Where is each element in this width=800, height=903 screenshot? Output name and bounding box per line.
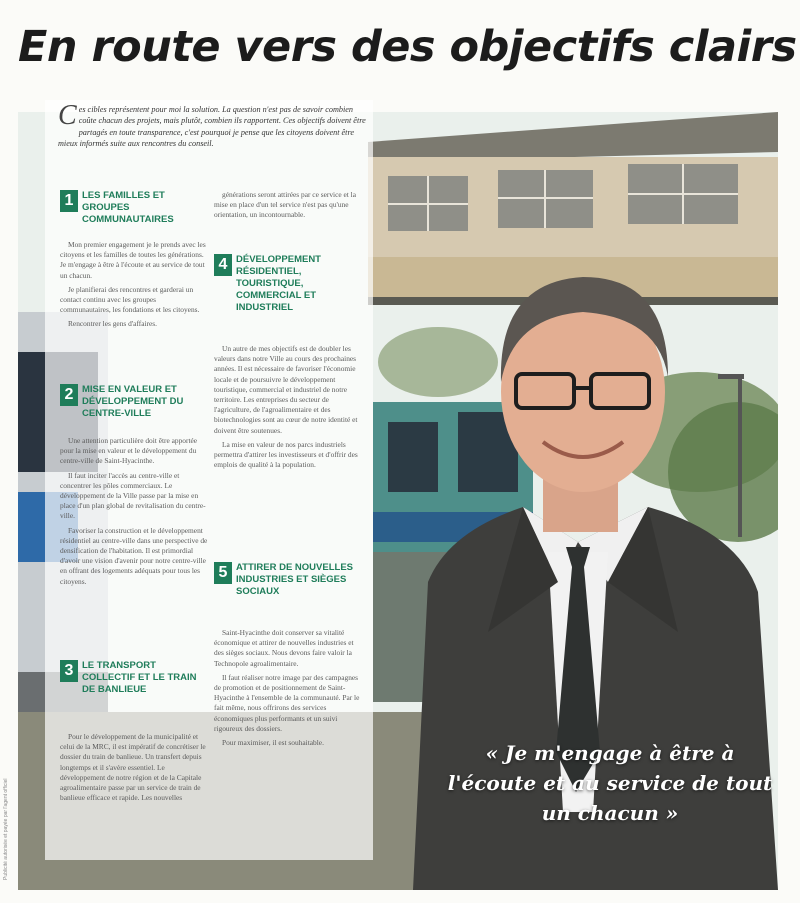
section-paragraph: Il faut inciter l'accès au centre-ville et concentrer les pôles commerciaux. Le développement de la Ville passe par la mise en place d'un plan global de revitalisation du centre-ville. [60,470,206,521]
section-title: MISE EN VALEUR ET DÉVELOPPEMENT DU CENTRE-VILLE [82,384,184,419]
section-3-heading [60,660,210,696]
margin-credit: Publicité autorisée et payée par l'agent officiel [3,778,9,880]
section-title: ATTIRER DE NOUVELLES INDUSTRIES ET SIÈGES SOCIAUX [236,562,353,597]
section-2-heading [60,384,210,420]
page-title: En route vers des objectifs clairs [18,22,797,72]
section-paragraph: Une attention particulière doit être apportée pour la mise en valeur et le développement du centre-ville de Saint-Hyacinthe. [60,436,198,466]
section-number: 5 [214,562,232,584]
section-paragraph: Un autre de mes objectifs est de doubler les valeurs dans notre Ville au cours des prochaines années. Il est nécessaire de favoriser l'économie locale et de poursuivre le développement touristique, commercial et industriel de notre territoire. Les entreprises du secteur de l'agriculture, de l'agroalimentaire et des biotechnologies sont au cœur de notre identité et doivent être soutenues. [214,344,358,435]
section-5-heading [214,562,364,598]
section-title: LE TRANSPORT COLLECTIF ET LE TRAIN DE BANLIEUE [82,660,197,695]
intro-paragraph [58,100,366,150]
section-paragraph: Rencontrer les gens d'affaires. [68,319,158,329]
section-paragraph: Mon premier engagement je le prends avec les citoyens et les familles de toutes les générations. Je m'engage à être à l'écoute et au service de tout un chacun. [60,240,206,280]
section-5-body [214,628,364,852]
section-1-body [60,240,208,360]
section-number: 4 [214,254,232,276]
section-paragraph: La mise en valeur de nos parcs industriels permettra d'attirer les investisseurs et d'offrir des emplois de qualité à la population. [214,439,358,470]
section-paragraph: Saint-Hyacinthe doit conserver sa vitalité économique et attirer de nouvelles industries et des sièges sociaux. Nous devons faire valoir la Technopole agroalimentaire. [214,628,354,668]
section-paragraph: Il faut réaliser notre image par des campagnes de promotion et de positionnement de Saint-Hyacinthe à l'ensemble de la communauté. Par le fait même, nous offrirons des services économiques plus performants et un suivi rigoureux des dossiers. [214,672,360,733]
drop-cap: C [58,100,77,131]
section-number: 1 [60,190,78,212]
section-number: 2 [60,384,78,406]
section-number: 3 [60,660,78,682]
column-2-continuation [214,190,364,236]
section-title: DÉVELOPPEMENT RÉSIDENTIEL, TOURISTIQUE, COMMERCIAL ET INDUSTRIEL [236,254,321,313]
section-title: LES FAMILLES ET GROUPES COMMUNAUTAIRES [82,190,174,225]
section-paragraph: Je planifierai des rencontres et garderai un contact continu avec les groupes communautaires, les fondations et les citoyens. [60,284,200,315]
section-paragraph: Pour le développement de la municipalité et celui de la MRC, il est impératif de concrétiser le dossier du train de banlieue. Un transfert depuis longtemps et il s'avère essentiel. Le développement de notre région et de la Capitale agroalimentaire passe par un service de train de banlieue efficace et rapide. Les nouvelles [60,732,206,803]
section-1-heading [60,190,210,226]
section-paragraph: Pour maximiser, il est souhaitable. [222,738,324,748]
section-2-body [60,436,208,644]
section-paragraph: générations seront attirées par ce service et la mise en place d'un tel service n'est pas qu'une orientation, un incontournable. [214,190,356,220]
intro-text: es cibles représentent pour moi la solution. La question n'est pas de savoir combien coûte chacun des projets, mais plutôt, combien ils rapportent. Ces objectifs doivent être partagés en toute transparence, c'est pourquoi je pense que les citoyens doivent être mieux informés suite aux rencontres du conseil. [58,105,366,149]
pull-quote: « Je m'engage à être à l'écoute et au service de tout un chacun » [447,741,773,825]
section-3-body [60,732,208,850]
section-paragraph: Favoriser la construction et le développement résidentiel au centre-ville dans une perspective de densification de l'habitation. Il est primordial d'avoir une vision d'avenir pour notre centre-ville en offrant des logements adéquats pour tous les citoyens. [60,525,208,586]
section-4-body [214,344,364,544]
section-4-heading [214,254,364,314]
